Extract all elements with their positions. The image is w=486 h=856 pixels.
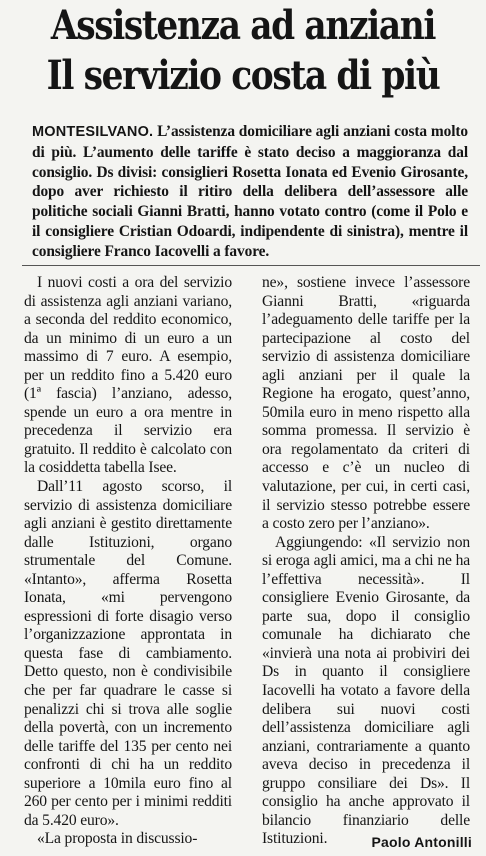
dateline: MONTESILVANO. bbox=[32, 124, 154, 140]
body-paragraph: Aggiungendo: «Il servizio non si eroga agli amici, ma a chi ne ha l’effettiva necessità». Il consigliere Evenio Girosante, da parte sua, dopo il consiglio comunale ha dichiarato che «invierà una nota ai probiviri dei Ds in quanto il consigliere Iacovelli ha votato a favore della delibera sui nuovi costi dell’assistenza domiciliare agli anziani, contrariamente a quanto aveva deciso in precedenza il gruppo consiliare dei Ds». Il consiglio ha anche approvato il bilancio finanziario delle Istituzioni. bbox=[262, 533, 470, 848]
lead-paragraph bbox=[32, 122, 468, 262]
section-divider bbox=[22, 265, 480, 266]
headline-line-2: Il servizio costa di più bbox=[46, 52, 440, 99]
body-column-right bbox=[262, 274, 470, 849]
body-paragraph: ne», sostiene invece l’assessore Gianni Bratti, «riguarda l’adeguamento delle tariffe per la partecipazione al costo del servizio di assistenza domiciliare agli anziani per il quale la Regione ha erogato, quest’anno, 50mila euro in meno rispetto alla somma promessa. Il servizio è ora regolamentato da criteri di accesso e c’è un nucleo di valutazione, per cui, in certi casi, il servizio stesso potrebbe essere a costo zero per l’anziano». bbox=[262, 274, 470, 533]
headline-line-1: Assistenza ad anziani bbox=[50, 2, 436, 49]
body-paragraph: Dall’11 agosto scorso, il servizio di assistenza domiciliare agli anziani è gestito direttamente dalle Istituzioni, organo strumentale del Comune. «Intanto», afferma Rosetta Ionata, «mi pervengono espressioni di forte disagio verso l’organizzazione approntata in questa fase di cambiamento. Detto questo, non è condivisibile che per far quadrare le casse si penalizzi chi si trova alle soglie della povertà, con un incremento delle tariffe del 135 per cento nei confronti di chi ha un reddito superiore a 10mila euro fino al 260 per cento per i minimi redditi da 5.420 euro». bbox=[24, 478, 232, 829]
body-paragraph: I nuovi costi a ora del servizio di assistenza agli anziani variano, a seconda del reddito economico, da un minimo di un euro a un massimo di 7 euro. A esempio, per un reddito fino a 5.420 euro (1ª fascia) l’anziano, adesso, spende un euro a ora mentre in precedenza il servizio era gratuito. Il reddito è calcolato con la cosiddetta tabella Isee. bbox=[24, 274, 232, 477]
lead-text: L’assistenza domiciliare agli anziani costa molto di più. L’aumento delle tariffe è stato deciso a maggioranza dal consiglio. Ds divisi: consiglieri Rosetta Ionata ed Evenio Girosante, dopo aver richiesto il ritiro della delibera dell’assessore alle politiche sociali Gianni Bratti, hanno votato contro (come il Polo e il consigliere Cristian Odoardi, indipendente di sinistra), mentre il consigliere Franco Iacovelli a favore. bbox=[32, 123, 468, 260]
body-column-left bbox=[24, 274, 232, 849]
byline: Paolo Antonilli bbox=[371, 834, 472, 850]
body-paragraph: «La proposta in discussio- bbox=[37, 830, 198, 848]
